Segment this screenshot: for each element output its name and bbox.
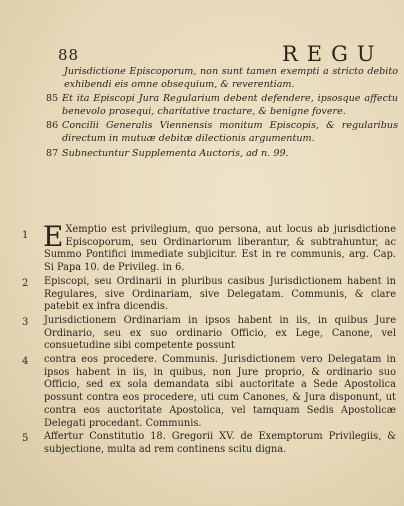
paragraph xyxy=(18,276,396,314)
running-title: REGU xyxy=(282,42,384,66)
paragraph-number: 4 xyxy=(22,356,29,368)
summary-item-number: 86 xyxy=(46,120,59,132)
paragraph xyxy=(18,354,396,430)
paragraph-number: 2 xyxy=(22,277,29,289)
summary-item xyxy=(46,120,398,145)
paragraph-text xyxy=(43,220,396,275)
paragraph-number: 5 xyxy=(22,433,29,445)
summary-item xyxy=(46,148,398,161)
body-text xyxy=(18,220,396,457)
paragraph-text: Jurisdictionem Ordinariam in ipsos habent in iis, in quibus Jure Ordinario, seu ex suo ordinario Officio, ex Lege, Canone, vel consuetudine sibi competente possunt xyxy=(44,314,396,352)
summary-list xyxy=(46,66,398,160)
paragraph xyxy=(18,315,396,353)
summary-item xyxy=(46,93,398,118)
paragraph-number: 3 xyxy=(22,316,29,328)
paragraph-text: contra eos procedere. Communis. Jurisdictionem vero Delegatam in ipsos habent in iis, in quibus, non Jure proprio, & ordinario suo Officio, sed ex sola demandata sibi auctoritate a Sede Apostolica possunt contra eos procedere, uti cum Canones, & Jura disponunt, ut contra eos auctoritate Apostolica, vel tamquam Sedis Apostolicæ Delegati procedant. Communis. xyxy=(44,354,396,429)
summary-item xyxy=(46,66,398,91)
summary-item-number: 87 xyxy=(46,147,59,159)
summary-item-number: 85 xyxy=(46,93,59,105)
summary-item-text: Et ita Episcopi Jura Regularium debent defendere, ipsosque affectu benevolo prosequi, charitative tractare, & benigne fovere. xyxy=(62,93,398,117)
summary-item-text: Jurisdictione Episcoporum, non sunt tamen exempti a stricto debito exhibendi eis omne obsequium, & reverentiam. xyxy=(64,66,398,90)
summary-item-text: Subnectuntur Supplementa Auctoris, ad n. 99. xyxy=(62,147,289,159)
paragraph xyxy=(18,431,396,456)
paragraph-body: Xemptio est privilegium, quo persona, aut locus ab jurisdictione Episcoporum, seu Ordinariorum liberantur, & subtrahuntur, ac Summo Pontifici immediate subjicitur. Est in re communis, arg. Cap. Si Papa 10. de Privileg. in 6. xyxy=(44,224,396,274)
paragraph-text: Episcopi, seu Ordinarii in pluribus casibus Jurisdictionem habent in Regulares, sive Ordinariam, sive Delegatam. Communis, & clare patebit ex infra dicendis. xyxy=(44,275,396,313)
page-number: 88 xyxy=(58,46,80,64)
paragraph xyxy=(18,220,396,275)
drop-cap: E xyxy=(43,220,64,253)
paragraph-text: Affertur Constitutio 18. Gregorii XV. de Exemptorum Privilegiis, & subjectione, multa ad rem continens scitu digna. xyxy=(44,431,396,455)
summary-item-text: Concilii Generalis Viennensis monitum Episcopis, & regularibus directum in mutuæ debitæ dilectionis argumentum. xyxy=(62,120,398,144)
paragraph-number: 1 xyxy=(22,230,29,241)
